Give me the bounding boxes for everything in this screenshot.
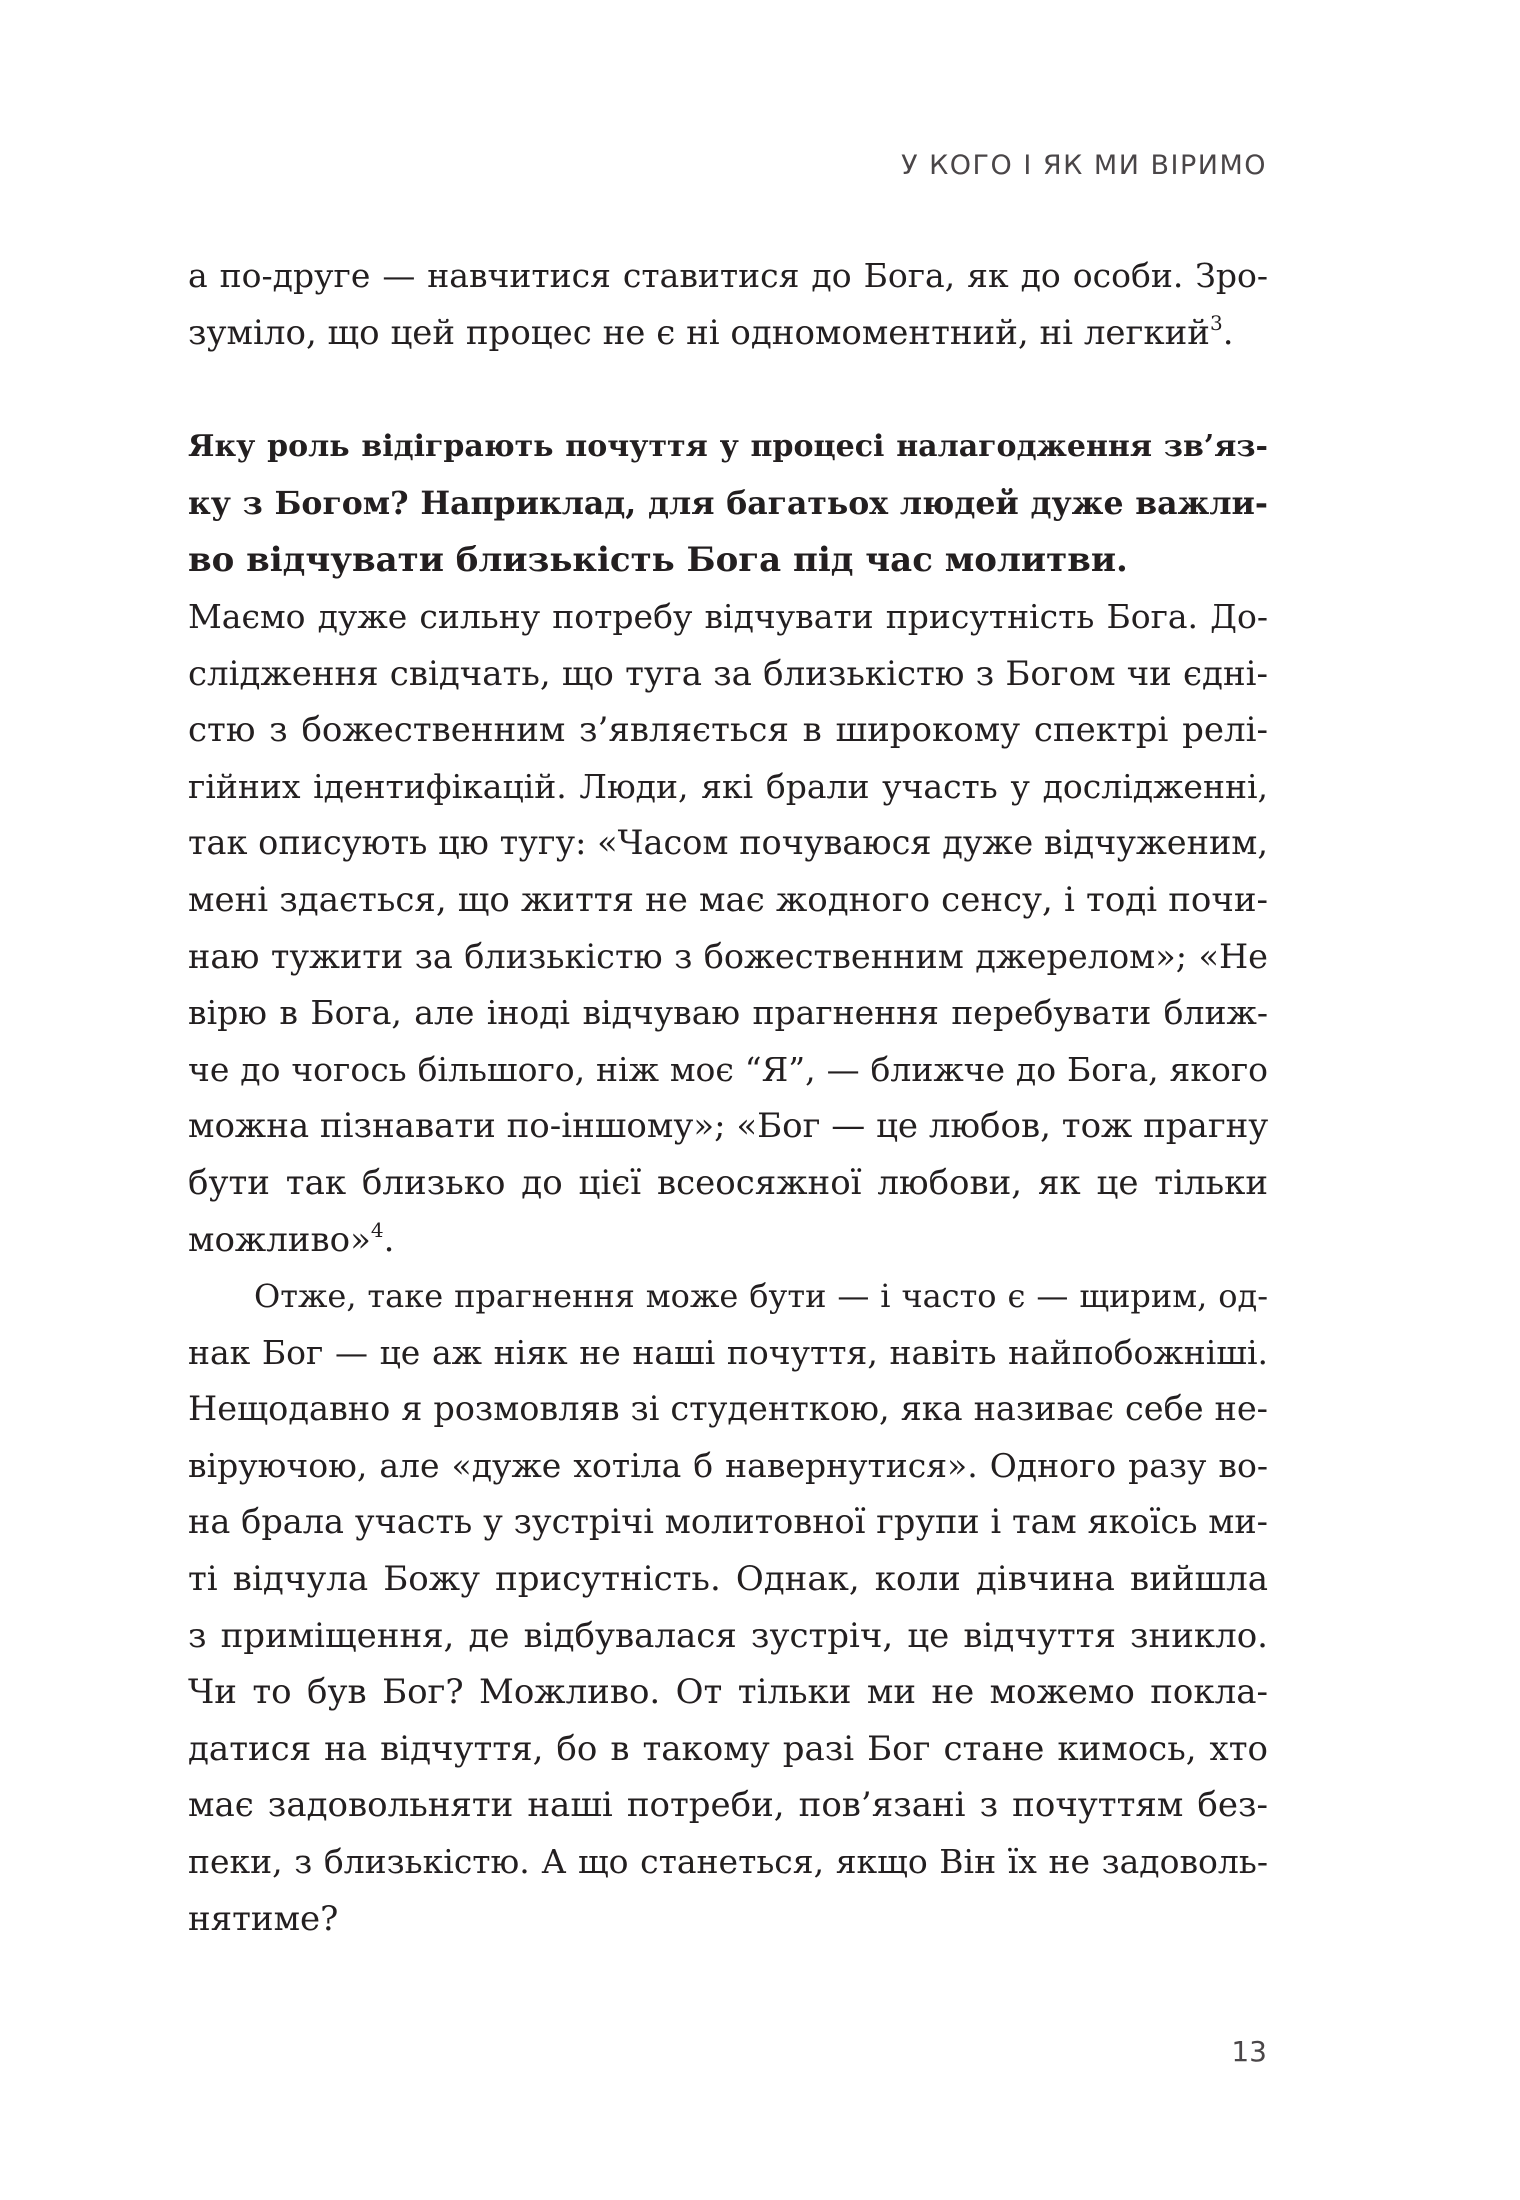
text-line: нятиме?: [188, 1898, 339, 1939]
text-line: можна пізнавати по-іншому»; «Бог — це любов, тож прагну: [188, 1106, 1269, 1147]
text-line: Чи то був Бог? Можливо. От тільки ми не можемо покла-: [188, 1672, 1268, 1713]
running-head: У КОГО І ЯК МИ ВІРИМО: [901, 150, 1267, 181]
question-line: Яку роль відіграють почуття у процесі налагодження зв’яз-: [188, 429, 1268, 465]
text-line: наю тужити за близькістю з божественним джерелом»; «Не: [188, 936, 1268, 976]
text-line: вірю в Бога, але іноді відчуваю прагнення перебувати ближ-: [188, 993, 1268, 1033]
question-line: ку з Богом? Наприклад, для багатьох людей дуже важли-: [188, 484, 1268, 522]
body-text: [188, 248, 1268, 1947]
text-line: че до чогось більшого, ніж моє “Я”, — ближче до Бога, якого: [188, 1049, 1268, 1089]
text-line: мені здається, що життя не має жодного сенсу, і тоді почи-: [188, 879, 1268, 920]
text-line: стю з божественним з’являється в широкому спектрі релі-: [188, 710, 1268, 751]
answer-paragraph: [188, 589, 1268, 1268]
text-line: має задовольняти наші потреби, пов’язані з почуттям без-: [188, 1785, 1268, 1826]
text-line: з приміщення, де відбувалася зустріч, це відчуття зникло.: [188, 1615, 1268, 1656]
text-line: датися на відчуття, бо в такому разі Бог стане кимось, хто: [188, 1728, 1268, 1769]
text-line: зуміло, що цей процес не є ні одномоментний, ні легкий$^3$.: [188, 310, 1234, 353]
text-line: а по-друге — навчитися ставитися до Бога, як до особи. Зро-: [188, 256, 1268, 295]
text-line: пеки, з близькістю. А що станеться, якщо Він їх не задоволь-: [188, 1842, 1268, 1882]
answer-paragraph: [188, 1268, 1268, 1947]
text-line: на брала участь у зустрічі молитовної групи і там якоїсь ми-: [188, 1502, 1268, 1542]
paragraph-continued: [188, 248, 1268, 361]
text-line: бути так близько до цієї всеосяжної любови, як це тільки: [188, 1162, 1268, 1203]
text-line: можливо»$^4$.: [188, 1217, 395, 1260]
text-line: Нещодавно я розмовляв зі студенткою, яка називає себе не-: [188, 1389, 1268, 1429]
footnote-ref: 4: [370, 1217, 384, 1242]
text-line: гійних ідентифікацій. Люди, які брали участь у дослідженні,: [188, 766, 1268, 806]
text-line: нак Бог — це аж ніяк не наші почуття, навіть найпобожніші.: [188, 1332, 1268, 1372]
text-line: слідження свідчать, що туга за близькістю з Богом чи єдні-: [188, 653, 1268, 694]
page-number: 13: [1231, 2035, 1267, 2068]
interview-question: [188, 419, 1268, 589]
text-line: віруючою, але «дуже хотіла б навернутися». Одного разу во-: [188, 1445, 1268, 1485]
question-line: во відчувати близькість Бога під час молитви.: [188, 540, 1128, 581]
text-line: Отже, таке прагнення може бути — і часто є — щирим, од-: [254, 1277, 1268, 1316]
text-line: ті відчула Божу присутність. Однак, коли дівчина вийшла: [188, 1559, 1268, 1600]
text-line: так описують цю тугу: «Часом почуваюся дуже відчуженим,: [188, 823, 1268, 863]
footnote-ref: 3: [1209, 310, 1223, 335]
text-line: Маємо дуже сильну потребу відчувати присутність Бога. До-: [188, 596, 1268, 636]
